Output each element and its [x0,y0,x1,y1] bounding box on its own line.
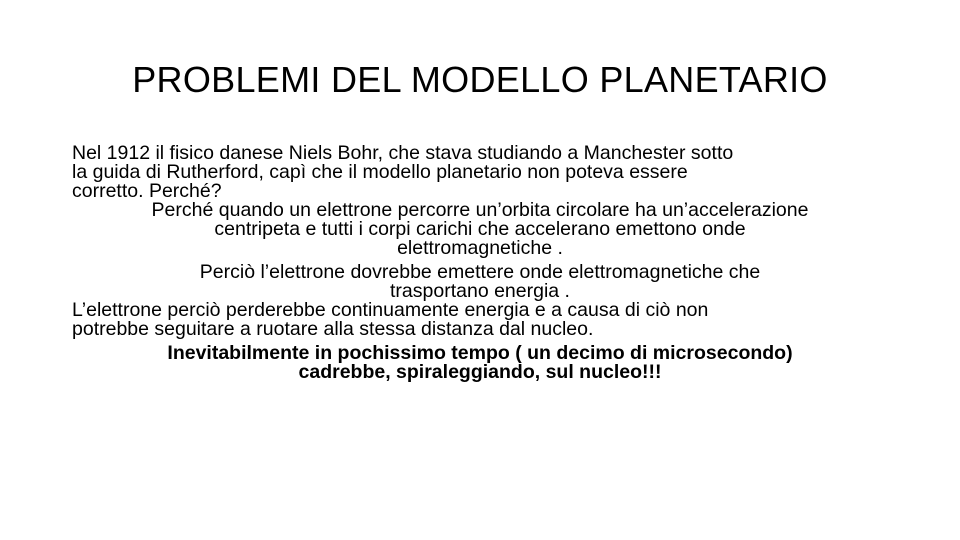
slide-body [72,144,888,382]
slide-title: PROBLEMI DEL MODELLO PLANETARIO [132,59,828,100]
paragraph-energy-loss [72,301,888,339]
text-line: trasportano energia . [390,280,570,302]
paragraph-acceleration [72,201,888,258]
paragraph-emission [72,263,888,301]
text-line: elettromagnetiche . [397,237,563,259]
text-line: la guida di Rutherford, capì che il modello planetario non poteva essere [72,161,688,183]
paragraph-conclusion [72,344,888,382]
text-line: Perché quando un elettrone percorre un’orbita circolare ha un’accelerazione [151,199,809,221]
text-line: Perciò l’elettrone dovrebbe emettere onde elettromagnetiche che [199,261,761,283]
text-line: centripeta e tutti i corpi carichi che accelerano emettono onde [214,218,746,240]
text-line: L’elettrone perciò perderebbe continuamente energia e a causa di ciò non [72,299,709,321]
text-line: potrebbe seguitare a ruotare alla stessa distanza dal nucleo. [72,318,594,340]
text-line: cadrebbe, spiraleggiando, sul nucleo!!! [298,361,662,383]
text-line: Inevitabilmente in pochissimo tempo ( un decimo di microsecondo) [167,342,793,364]
text-line: corretto. Perché? [72,180,222,202]
text-line: Nel 1912 il fisico danese Niels Bohr, che stava studiando a Manchester sotto [72,142,734,164]
paragraph-bohr-intro [72,144,888,201]
